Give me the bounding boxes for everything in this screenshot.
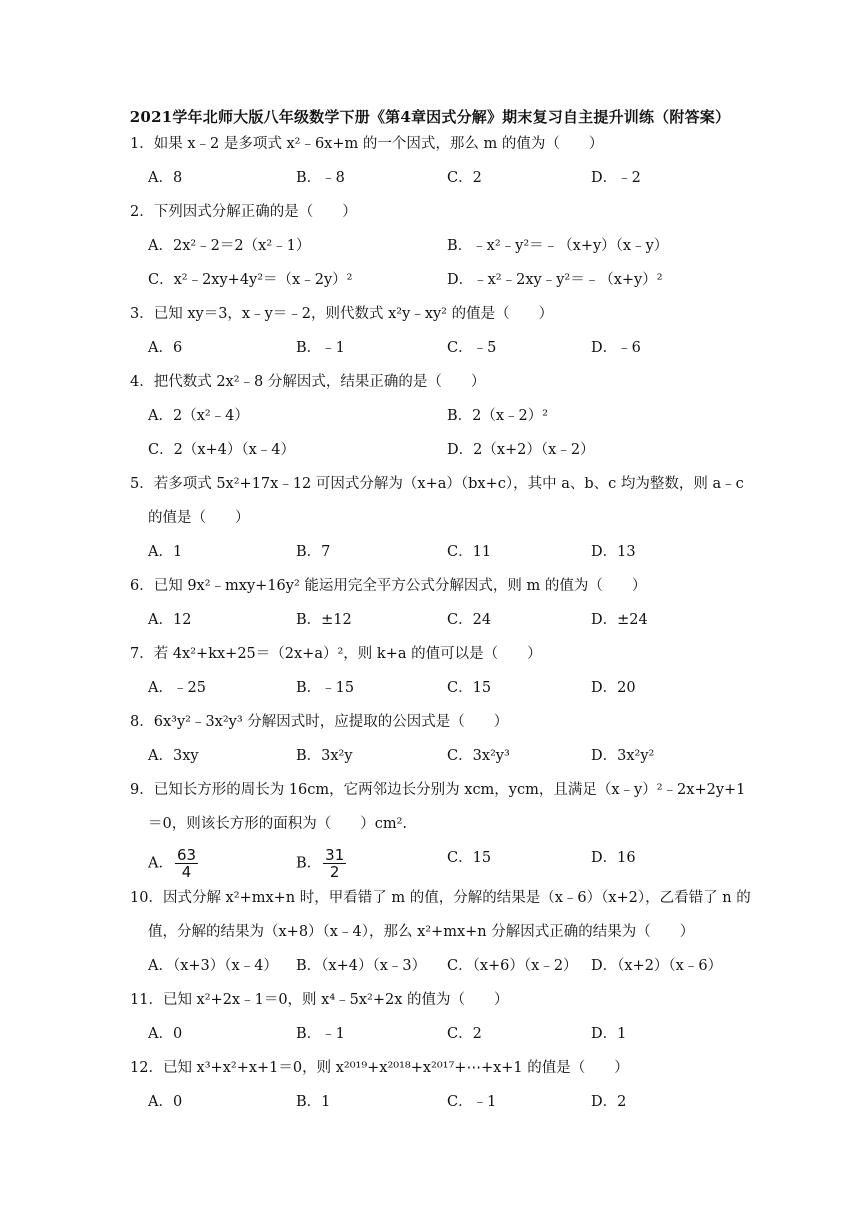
question-5-stem-cont: 的值是（ ） [148, 510, 250, 526]
option-b: B．3x²y [296, 748, 353, 764]
option-b: B．7 [296, 544, 331, 560]
question-5-options [148, 541, 738, 563]
option-b-label: B． [296, 855, 322, 872]
option-d: D．13 [591, 544, 636, 560]
question-12-stem: 12．已知 x³+x²+x+1＝0，则 x²⁰¹⁹+x²⁰¹⁸+x²⁰¹⁷+⋯+x+1 的值是（ ） [130, 1060, 629, 1076]
question-3-options [148, 337, 738, 359]
question-2-options-row2 [148, 269, 738, 291]
option-a: A．6 [148, 340, 183, 356]
option-d: D．﹣6 [591, 340, 641, 356]
question-9-options [148, 846, 738, 881]
option-a-label: A． [148, 855, 173, 872]
document-title: 2021学年北师大版八年级数学下册《第4章因式分解》期末复习自主提升训练（附答案） [129, 108, 731, 126]
option-b [296, 847, 346, 880]
question-7-options [148, 677, 738, 699]
option-c: C．x²﹣2xy+4y²＝（x﹣2y）² [148, 272, 353, 288]
question-11-stem: 11．已知 x²+2x﹣1＝0，则 x⁴﹣5x²+2x 的值为（ ） [130, 992, 509, 1008]
question-11-options [148, 1023, 738, 1045]
option-d: D．3x²y² [591, 748, 655, 764]
option-b: B．2（x﹣2）² [447, 408, 549, 424]
option-c: C．24 [447, 612, 492, 628]
fraction-63-over-4 [175, 847, 198, 880]
option-c: C．﹣1 [447, 1094, 497, 1110]
option-a: A．0 [148, 1094, 183, 1110]
question-9-stem-cont: ＝0，则该长方形的面积为（ ）cm². [148, 816, 408, 832]
option-a: A．12 [148, 612, 192, 628]
question-8-options [148, 745, 738, 767]
option-d: D．1 [591, 1026, 627, 1042]
option-d: D．20 [591, 680, 636, 696]
option-b: B．﹣1 [296, 1026, 345, 1042]
question-10-options [148, 955, 738, 977]
option-b: B．﹣1 [296, 340, 345, 356]
option-d: D．16 [591, 850, 636, 866]
question-4-options-row2 [148, 439, 738, 461]
question-10-stem: 10．因式分解 x²+mx+n 时，甲看错了 m 的值，分解的结果是（x﹣6）（x+2），乙看错了 n 的 [130, 890, 751, 906]
question-1-options [148, 167, 738, 189]
option-a [148, 847, 198, 880]
question-4-stem: 4．把代数式 2x²﹣8 分解因式，结果正确的是（ ） [130, 374, 486, 390]
fraction-denominator: 4 [181, 863, 192, 881]
question-1-stem: 1．如果 x﹣2 是多项式 x²﹣6x+m 的一个因式，那么 m 的值为（ ） [130, 136, 604, 152]
option-a: A．3xy [148, 748, 199, 764]
option-c: C．2（x+4）（x﹣4） [148, 442, 296, 458]
question-6-stem: 6．已知 9x²﹣mxy+16y² 能运用完全平方公式分解因式，则 m 的值为（ ） [130, 578, 647, 594]
option-c: C．（x+6）（x﹣2） [447, 958, 578, 974]
option-a: A．﹣25 [148, 680, 206, 696]
option-d: D．﹣x²﹣2xy﹣y²＝﹣（x+y）² [447, 272, 663, 288]
option-b: B．﹣8 [296, 170, 345, 186]
option-b: B．﹣x²﹣y²＝﹣（x+y）（x﹣y） [447, 238, 669, 254]
question-3-stem: 3．已知 xy＝3，x﹣y＝﹣2，则代数式 x²y﹣xy² 的值是（ ） [130, 306, 554, 322]
question-12-options [148, 1091, 738, 1113]
option-c: C．11 [447, 544, 492, 560]
fraction-numerator: 31 [325, 846, 345, 864]
fraction-denominator: 2 [329, 863, 340, 881]
question-10-stem-cont: 值，分解的结果为（x+8）（x﹣4），那么 x²+mx+n 分解因式正确的结果为（ ） [148, 924, 695, 940]
option-c: C．﹣5 [447, 340, 497, 356]
option-c: C．15 [447, 680, 492, 696]
fraction-numerator: 63 [176, 846, 197, 864]
option-c: C．2 [447, 170, 482, 186]
option-a: A．8 [148, 170, 183, 186]
option-c: C．2 [447, 1026, 482, 1042]
question-2-stem: 2．下列因式分解正确的是（ ） [130, 204, 357, 220]
question-2-options-row1 [148, 235, 738, 257]
question-4-options-row1 [148, 405, 738, 427]
option-c: C．3x²y³ [447, 748, 510, 764]
question-6-options [148, 609, 738, 631]
option-a: A．1 [148, 544, 183, 560]
option-d: D．（x+2）（x﹣6） [591, 958, 723, 974]
fraction-31-over-2 [323, 847, 346, 880]
question-8-stem: 8．6x³y²﹣3x²y³ 分解因式时，应提取的公因式是（ ） [130, 714, 509, 730]
option-b: B．1 [296, 1094, 331, 1110]
option-b: B．（x+4）（x﹣3） [296, 958, 427, 974]
option-b: B．±12 [296, 612, 352, 628]
option-d: D．﹣2 [591, 170, 641, 186]
option-d: D．±24 [591, 612, 648, 628]
option-c: C．15 [447, 850, 492, 866]
option-a: A．（x+3）（x﹣4） [148, 958, 278, 974]
option-b: B．﹣15 [296, 680, 355, 696]
question-9-stem: 9．已知长方形的周长为 16cm，它两邻边长分别为 xcm，ycm，且满足（x﹣y）²﹣2x+2y+1 [130, 782, 746, 798]
question-5-stem: 5．若多项式 5x²+17x﹣12 可因式分解为（x+a）（bx+c），其中 a、b、c 均为整数，则 a﹣c [130, 476, 744, 492]
option-d: D．2（x+2）（x﹣2） [447, 442, 595, 458]
option-a: A．0 [148, 1026, 183, 1042]
option-a: A．2（x²﹣4） [148, 408, 249, 424]
option-a: A．2x²﹣2＝2（x²﹣1） [148, 238, 311, 254]
option-d: D．2 [591, 1094, 627, 1110]
question-7-stem: 7．若 4x²+kx+25＝（2x+a）²，则 k+a 的值可以是（ ） [130, 646, 542, 662]
